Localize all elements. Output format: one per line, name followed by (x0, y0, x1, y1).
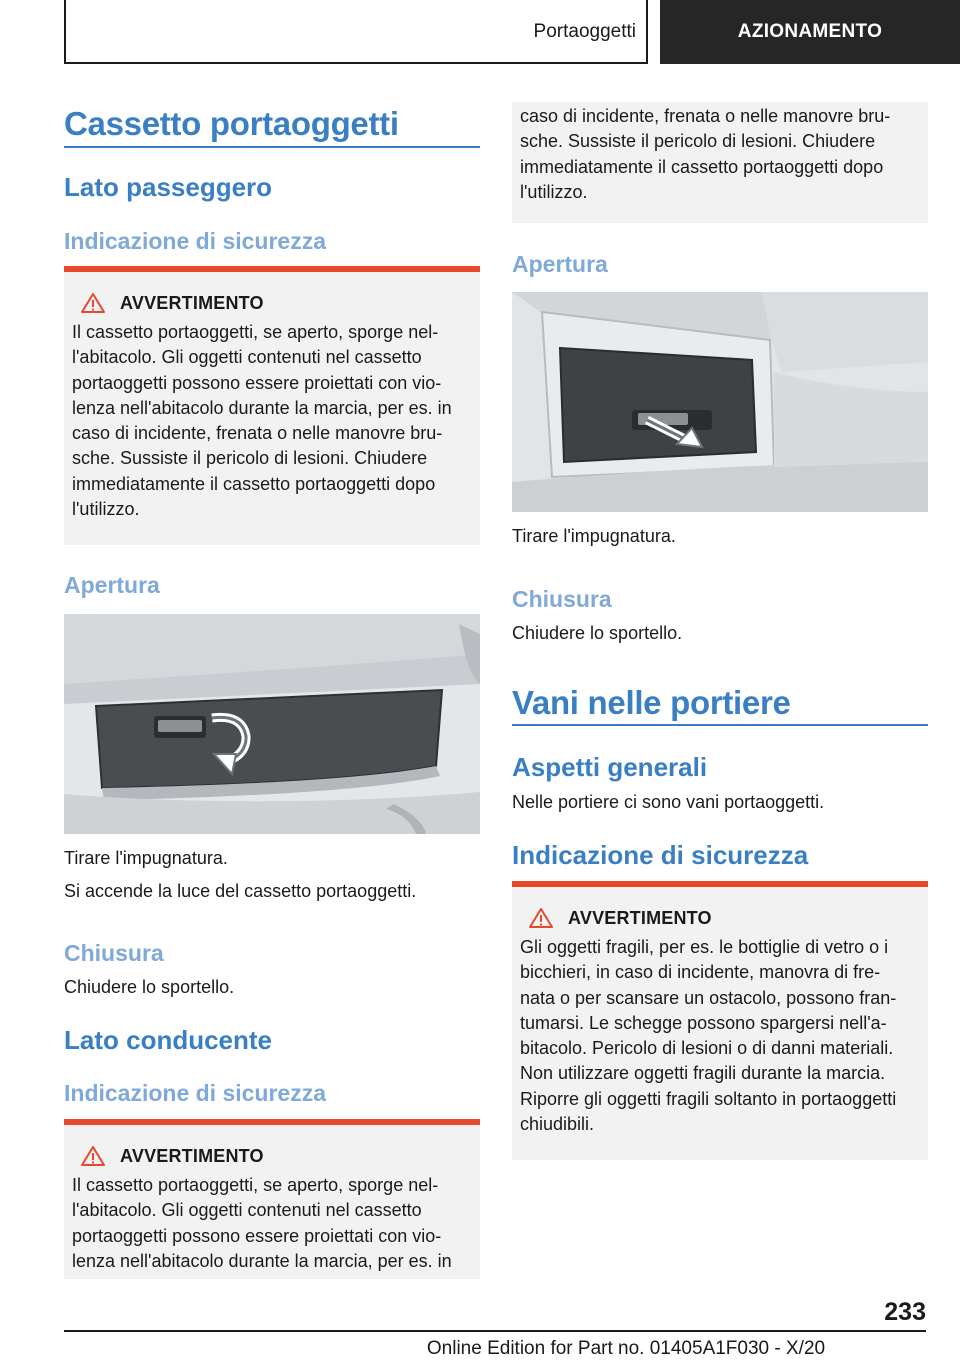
header-section-title: Portaoggetti (533, 21, 636, 42)
warning-line: chiudibili. (520, 1114, 595, 1135)
warning-triangle-icon (80, 292, 106, 314)
warning-line: tumarsi. Le schegge possono spargersi nell'a- (520, 1012, 887, 1033)
section-heading-driver: Lato conducente (64, 1025, 273, 1055)
warning-heading (72, 1145, 472, 1167)
warning-line: l'abitacolo. Gli oggetti contenuti nel cassetto (72, 1200, 422, 1221)
subheading-opening-driver: Apertura (512, 251, 608, 277)
warning-line: portaoggetti possono essere proiettati con vio- (72, 1225, 442, 1246)
warning-line: caso di incidente, frenata o nelle manovre bru- (520, 106, 891, 126)
subheading-safety-driver: Indicazione di sicurezza (64, 1080, 327, 1106)
subheading-safety: Indicazione di sicurezza (64, 228, 327, 254)
warning-line: Non utilizzare oggetti fragili durante la marcia. (520, 1063, 886, 1084)
warning-line: sche. Sussiste il pericolo di lesioni. Chiudere (520, 131, 876, 152)
warning-line: Riporre gli oggetti fragili soltanto in portaoggetti (520, 1088, 897, 1109)
warning-label: AVVERTIMENTO (120, 292, 264, 313)
closing-instruction: Chiudere lo sportello. (64, 977, 235, 997)
general-text: Nelle portiere ci sono vani portaoggetti. (512, 792, 825, 812)
warning-line: lenza nell'abitacolo durante la marcia, per es. in (72, 397, 452, 418)
page-title-door: Vani nelle portiere (512, 684, 791, 721)
warning-line: sche. Sussiste il pericolo di lesioni. Chiudere (72, 448, 428, 469)
warning-box-continued (512, 102, 928, 223)
opening-instruction-driver: Tirare l'impugnatura. (512, 526, 676, 546)
warning-line: immediatamente il cassetto portaoggetti dopo (72, 473, 436, 494)
warning-line: immediatamente il cassetto portaoggetti dopo (520, 156, 884, 177)
warning-box-door (512, 881, 928, 1160)
warning-line: caso di incidente, frenata o nelle manovre bru- (72, 423, 443, 444)
warning-line: portaoggetti possono essere proiettati con vio- (72, 372, 442, 393)
opening-instruction: Tirare l'impugnatura. (64, 848, 228, 868)
warning-text (520, 104, 920, 205)
warning-line: nata o per scansare un ostacolo, possono fran- (520, 987, 897, 1008)
header-chapter-tab: AZIONAMENTO (660, 0, 960, 64)
warning-box-driver (64, 1119, 480, 1279)
footer-edition: Online Edition for Part no. 01405A1F030 - X/20 (426, 1338, 826, 1359)
warning-label: AVVERTIMENTO (568, 907, 712, 928)
warning-triangle-icon (528, 907, 554, 929)
warning-line: l'utilizzo. (72, 499, 140, 520)
closing-instruction-driver: Chiudere lo sportello. (512, 623, 683, 643)
warning-heading (72, 292, 472, 314)
section-heading-safety: Indicazione di sicurezza (512, 840, 809, 870)
title-rule (64, 146, 480, 148)
subheading-opening: Apertura (64, 572, 160, 598)
warning-line: Gli oggetti fragili, per es. le bottiglie di vetro o i (520, 937, 889, 957)
warning-line: Il cassetto portaoggetti, se aperto, sporge nel- (72, 322, 439, 342)
warning-label: AVVERTIMENTO (120, 1145, 264, 1166)
subheading-closing-driver: Chiusura (512, 586, 612, 612)
warning-line: l'abitacolo. Gli oggetti contenuti nel cassetto (72, 347, 422, 368)
warning-text (520, 935, 920, 1137)
warning-text (72, 1173, 472, 1274)
warning-text (72, 320, 472, 522)
warning-line: bitacolo. Pericolo di lesioni o di danni materiali. (520, 1038, 894, 1059)
section-heading-general: Aspetti generali (512, 752, 708, 782)
warning-line: l'utilizzo. (520, 181, 588, 202)
glovebox-driver-image (512, 292, 928, 512)
warning-line: lenza nell'abitacolo durante la marcia, per es. in (72, 1250, 452, 1271)
section-heading-passenger: Lato passeggero (64, 172, 273, 202)
footer-rule (64, 1330, 926, 1332)
page-number: 233 (884, 1298, 926, 1326)
glovebox-passenger-image (64, 614, 480, 834)
warning-line: bicchieri, in caso di incidente, manovra di fre- (520, 962, 881, 983)
title-rule (512, 724, 928, 726)
warning-heading (520, 907, 920, 929)
page-title: Cassetto portaoggetti (64, 105, 399, 142)
subheading-closing: Chiusura (64, 940, 164, 966)
warning-triangle-icon (80, 1145, 106, 1167)
light-note: Si accende la luce del cassetto portaoggetti. (64, 881, 417, 901)
warning-box (64, 266, 480, 545)
warning-line: Il cassetto portaoggetti, se aperto, sporge nel- (72, 1175, 439, 1195)
